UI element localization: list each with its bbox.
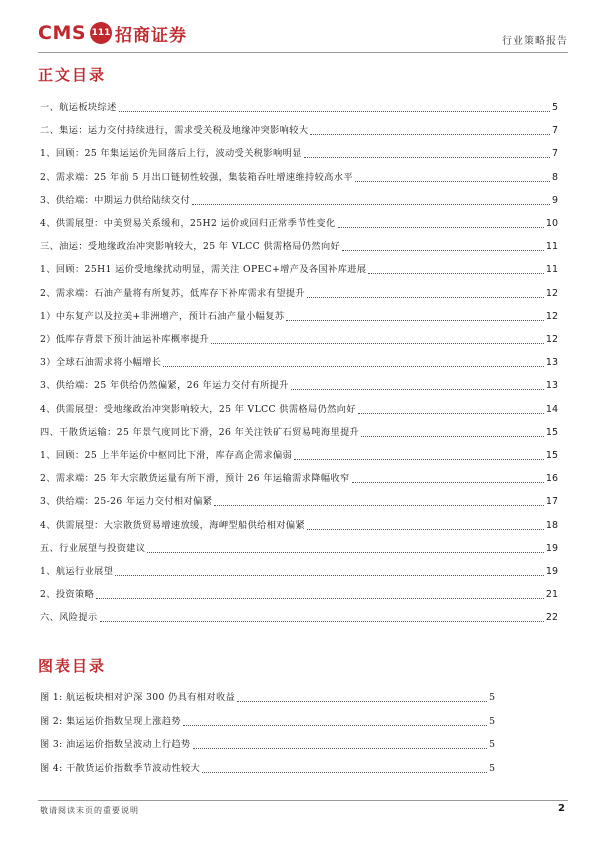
- toc-leader-dots: [211, 343, 544, 344]
- footer-divider: [38, 800, 568, 801]
- toc-entry-text: 3、供给端：中期运力供给陆续交付: [40, 194, 191, 206]
- figure-entry-text: 图 4: 干散货运价指数季节波动性较大: [40, 762, 201, 774]
- toc-entry-text: 1、回顾：25 上半年运价中枢同比下滑，库存高企需求偏弱: [40, 450, 293, 461]
- figure-entry[interactable]: [40, 738, 495, 752]
- toc-entry-text: 3、供给端：25 年供给仍然偏紧，26 年运力交付有所提升: [40, 380, 289, 392]
- toc-entry-text: 三、油运：受地缘政治冲突影响较大，25 年 VLCC 供需格局仍然向好: [40, 241, 341, 253]
- toc-entry[interactable]: [40, 101, 558, 115]
- toc-leader-dots: [358, 413, 544, 414]
- toc-leader-dots: [286, 320, 543, 321]
- toc-entry-text: 六、风险提示: [40, 612, 98, 624]
- toc-entry[interactable]: [40, 495, 558, 509]
- toc-leader-dots: [214, 505, 544, 506]
- figure-entry[interactable]: [40, 762, 495, 776]
- toc-entry-page: 5: [551, 102, 558, 113]
- toc-leader-dots: [294, 459, 544, 460]
- toc-entry[interactable]: [40, 426, 558, 440]
- toc-entry-text: 2、需求端：25 年前 5 月出口链韧性较强，集装箱吞吐增速维持较高水平: [40, 171, 353, 183]
- toc-entry[interactable]: [40, 310, 558, 324]
- toc-leader-dots: [361, 436, 544, 437]
- toc-entry-page: 11: [545, 264, 558, 276]
- toc-entry-page: 15: [545, 426, 558, 438]
- toc-leader-dots: [192, 204, 550, 205]
- toc-entry-page: 14: [545, 403, 558, 415]
- figure-entry-text: 图 2: 集运运价指数呈现上涨趋势: [40, 715, 182, 727]
- toc-leader-dots: [291, 389, 544, 390]
- toc-entry-text: 二、集运：运力交付持续进行，需求受关税及地缘冲突影响较大: [40, 125, 309, 137]
- toc-entry-page: 13: [545, 380, 558, 392]
- toc-entry-text: 2、需求端：石油产量将有所复苏，低库存下补库需求有望提升: [40, 287, 306, 299]
- toc-entry-page: 13: [545, 357, 558, 369]
- toc-entry[interactable]: [40, 124, 558, 138]
- toc-leader-dots: [338, 227, 544, 228]
- toc-leader-dots: [307, 529, 544, 530]
- toc-entry-page: 22: [545, 612, 558, 624]
- figures-title: 图表目录: [38, 657, 107, 675]
- toc-entry-text: 1、回顾：25H1 运价受地缘扰动明显，需关注 OPEC+增产及各国补库进展: [40, 264, 367, 276]
- toc-entry[interactable]: [40, 333, 558, 347]
- toc-entry-page: 7: [551, 148, 558, 160]
- toc-leader-dots: [304, 157, 550, 158]
- toc-entry-page: 12: [545, 334, 558, 345]
- toc-leader-dots: [115, 575, 544, 576]
- toc-entry-page: 18: [545, 519, 558, 531]
- toc-entry-page: 19: [545, 542, 558, 554]
- toc-leader-dots: [96, 598, 544, 599]
- figure-leader-dots: [202, 772, 487, 773]
- toc-entry[interactable]: [40, 472, 558, 486]
- figure-entry[interactable]: [40, 691, 495, 705]
- toc-entry[interactable]: [40, 287, 558, 301]
- figure-leader-dots: [183, 725, 487, 726]
- toc-entry-page: 12: [545, 287, 558, 299]
- figure-entry-page: 5: [488, 715, 495, 727]
- toc-entry[interactable]: [40, 542, 558, 556]
- toc-leader-dots: [307, 297, 544, 298]
- toc-entry-text: 1）中东复产以及拉美+非洲增产，预计石油产量小幅复苏: [40, 310, 285, 322]
- logo-cms-text: CMS: [38, 22, 87, 44]
- toc-entry[interactable]: [40, 194, 558, 208]
- report-type: 行业策略报告: [502, 36, 568, 47]
- toc-entry[interactable]: [40, 588, 558, 602]
- toc-entry-page: 16: [545, 473, 558, 485]
- toc-entry-text: 一、航运板块综述: [40, 102, 117, 113]
- toc-leader-dots: [147, 552, 543, 553]
- toc-entry[interactable]: [40, 403, 558, 417]
- toc-entry-page: 21: [545, 589, 558, 601]
- toc-entry[interactable]: [40, 263, 558, 277]
- toc-entry-text: 2）低库存背景下预计油运补库概率提升: [40, 334, 210, 345]
- toc-entry-page: 19: [545, 566, 558, 577]
- toc-entry[interactable]: [40, 519, 558, 533]
- figure-leader-dots: [193, 748, 487, 749]
- footer-disclaimer: 敬请阅读末页的重要说明: [40, 806, 139, 815]
- toc-entry-page: 17: [545, 496, 558, 508]
- logo-emblem-icon: 111: [90, 22, 112, 44]
- toc-entry-page: 11: [545, 241, 558, 253]
- toc-entry-text: 4、供需展望：大宗散货贸易增速放缓，海岬型船供给相对偏紧: [40, 519, 306, 531]
- toc-leader-dots: [310, 134, 550, 135]
- toc-entry-page: 9: [551, 194, 558, 206]
- logo-chinese-name: 招商证券: [115, 25, 188, 46]
- figure-entry-page: 5: [488, 692, 495, 703]
- toc-entry[interactable]: [40, 217, 558, 231]
- figure-entry-text: 图 3: 油运运价指数呈波动上行趋势: [40, 739, 191, 750]
- toc-entry-text: 五、行业展望与投资建议: [40, 542, 146, 554]
- figure-entry-text: 图 1: 航运板块相对沪深 300 仍具有相对收益: [40, 692, 236, 703]
- toc-leader-dots: [368, 273, 543, 274]
- toc-entry[interactable]: [40, 611, 558, 625]
- header-divider: [38, 52, 568, 53]
- toc-entry[interactable]: [40, 449, 558, 463]
- toc-title: 正文目录: [38, 66, 107, 84]
- page-header: [38, 18, 568, 50]
- toc-entry-text: 2、需求端：25 年大宗散货运量有所下滑，预计 26 年运输需求降幅收窄: [40, 473, 350, 485]
- toc-entry-text: 4、供需展望：受地缘政治冲突影响较大，25 年 VLCC 供需格局仍然向好: [40, 403, 356, 415]
- toc-entry-text: 1、回顾：25 年集运运价先回落后上行，波动受关税影响明显: [40, 148, 302, 160]
- company-logo: [38, 18, 187, 48]
- toc-leader-dots: [119, 111, 550, 112]
- toc-entry-page: 12: [545, 310, 558, 322]
- toc-entry[interactable]: [40, 356, 558, 370]
- toc-entry-text: 1、航运行业展望: [40, 566, 114, 577]
- toc-entry[interactable]: [40, 147, 558, 161]
- toc-leader-dots: [163, 366, 544, 367]
- toc-entry[interactable]: [40, 171, 558, 185]
- toc-entry-page: 15: [545, 450, 558, 461]
- toc-entry-page: 7: [551, 125, 558, 137]
- footer-page-number: 2: [558, 803, 565, 814]
- toc-entry-text: 3、供给端：25-26 年运力交付相对偏紧: [40, 496, 213, 508]
- toc-entry[interactable]: [40, 565, 558, 579]
- toc-entry-text: 3）全球石油需求将小幅增长: [40, 357, 162, 369]
- toc-leader-dots: [355, 181, 550, 182]
- toc-entry-page: 8: [551, 171, 558, 183]
- figure-leader-dots: [237, 701, 487, 702]
- toc-leader-dots: [342, 250, 544, 251]
- toc-leader-dots: [100, 621, 544, 622]
- figure-entry-page: 5: [488, 739, 495, 750]
- toc-entry-text: 4、供需展望：中美贸易关系缓和，25H2 运价或回归正常季节性变化: [40, 218, 336, 229]
- figure-entry[interactable]: [40, 715, 495, 729]
- toc-entry-page: 10: [545, 218, 558, 229]
- figure-entry-page: 5: [488, 762, 495, 774]
- toc-entry[interactable]: [40, 240, 558, 254]
- toc-entry[interactable]: [40, 379, 558, 393]
- toc-entry-text: 2、投资策略: [40, 589, 95, 601]
- toc-entry-text: 四、干散货运输：25 年景气度同比下滑，26 年关注铁矿石贸易吨海里提升: [40, 426, 360, 438]
- toc-leader-dots: [352, 482, 544, 483]
